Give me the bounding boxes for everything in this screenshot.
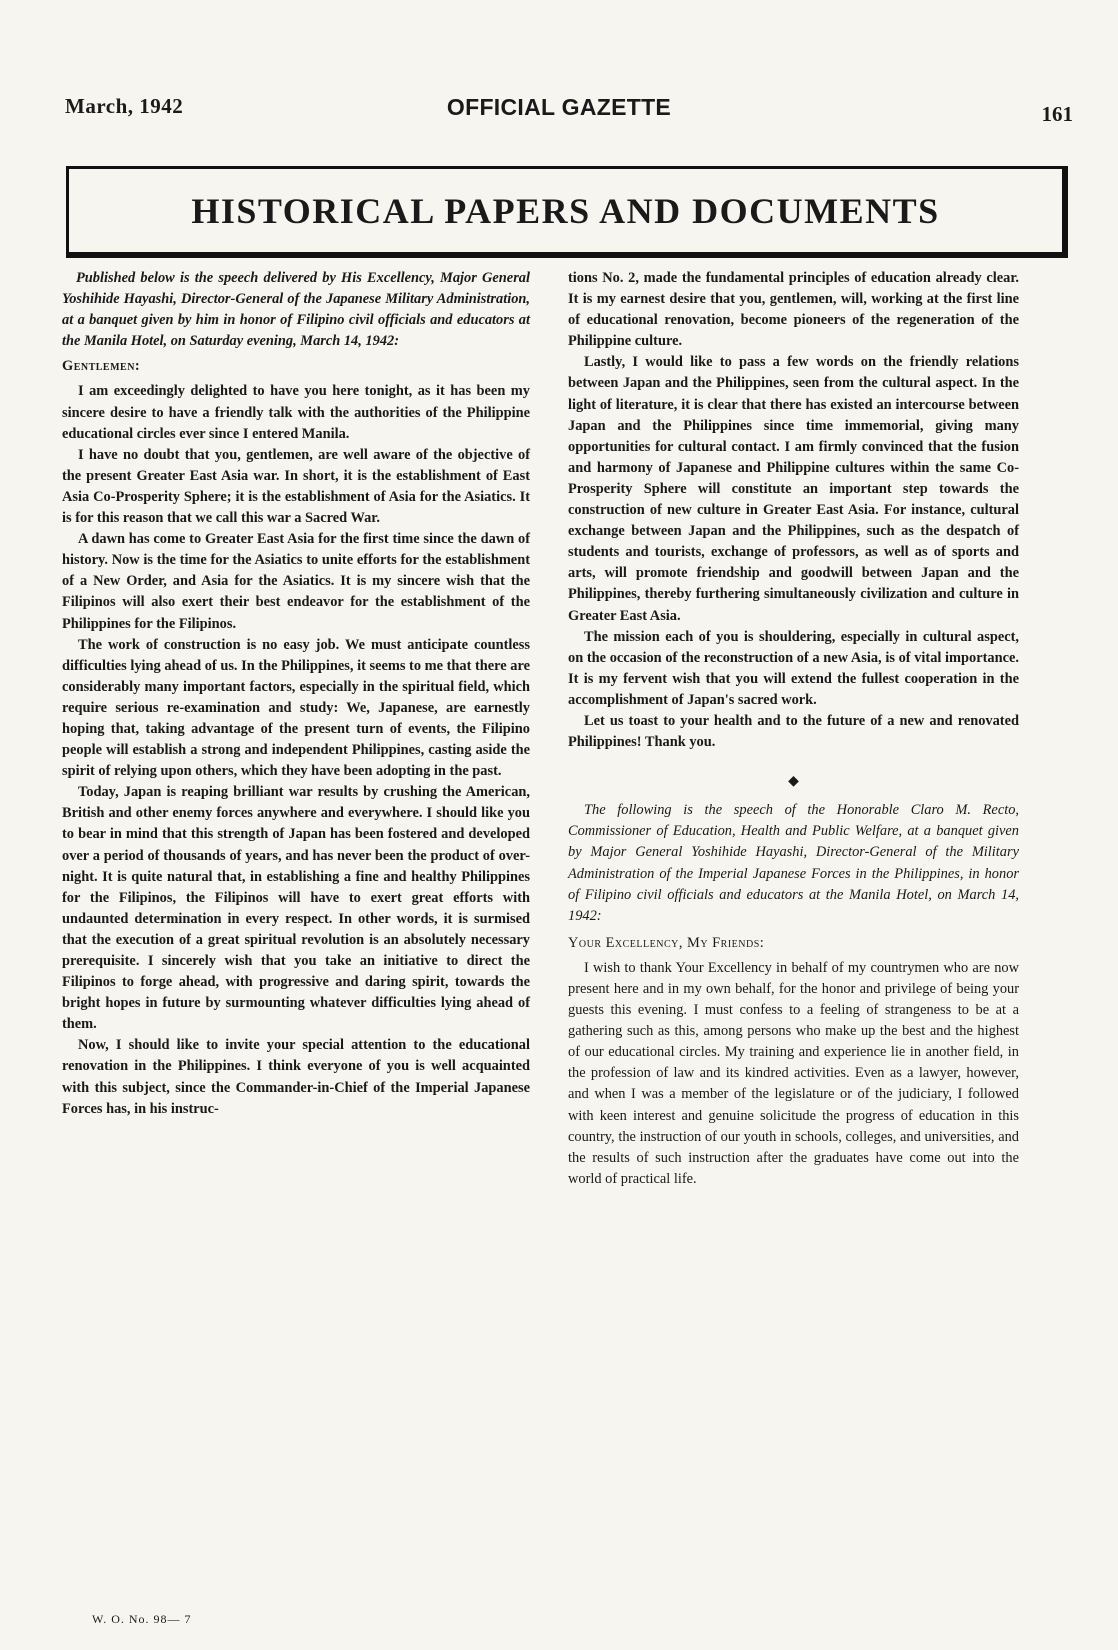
section-title: HISTORICAL PAPERS AND DOCUMENTS xyxy=(191,190,940,231)
second-salutation: Your Excellency, My Friends: xyxy=(568,934,765,951)
section-title-box xyxy=(66,166,1068,258)
paragraph: The mission each of you is shouldering, especially in cultural aspect, on the occasion of the reconstruction of a new Asia, is of vital importance. It is my fervent wish that you will extend the fullest cooperation in the accomplishment of Japan's sacred work. xyxy=(568,628,1019,708)
issue-date: March, 1942 xyxy=(65,94,184,118)
right-column xyxy=(568,268,1019,1190)
footer-reference: W. O. No. 98— 7 xyxy=(92,1612,192,1626)
salutation: Gentlemen: xyxy=(62,358,141,375)
paragraph: Lastly, I would like to pass a few words on the friendly relations between Japan and the Philippines, seen from the cultural aspect. In the light of literature, it is clear that there has existed an intercourse between Japan and the Philippines since time immemorial, giving many opportunities for cultural contact. I am firmly convinced that the fusion and harmony of Japanese and Philippine cultures within the same Co-Prosperity Sphere will constitute an important step towards the construction of new culture in Greater East Asia. For instance, cultural exchange between Japan and the Philippines, such as the despatch of students and tourists, exchange of professors, as well as of sports and arts, will promote friendship and goodwill between Japan and the Philippines, thereby furthering simultaneously civilization and culture in Greater East Asia. xyxy=(568,354,1019,624)
second-speech-intro: The following is the speech of the Honorable Claro M. Recto, Commissioner of Education, Health and Public Welfare, at a banquet given by Major General Yoshihide Hayashi, Director-General of the Military Administration of the Imperial Japanese Forces in the Philippines, in honor of Filipino civil officials and educators at the Manila Hotel, on March 14, 1942: xyxy=(568,802,1019,924)
intro-note: Published below is the speech delivered by His Excellency, Major General Yoshihide Hayashi, Director-General of the Japanese Military Administration, at a banquet given by him in honor of Filipino civil officials and educators at the Manila Hotel, on Saturday evening, March 14, 1942: xyxy=(62,270,530,350)
paragraph: Today, Japan is reaping brilliant war results by crushing the American, British and other enemy forces anywhere and everywhere. I should like you to bear in mind that this strength of Japan has been fostered and developed over a period of thousands of years, and has never been the product of over-night. It is quite natural that, in establishing a fine and healthy Philippines for the Filipinos, the Filipinos will have to exert great efforts with undaunted determination in every respect. In other words, it is surmised that the execution of a great spiritual revolution is an absolutely necessary prerequisite. I sincerely wish that you take an initiative to direct the Filipinos to forge ahead, with progressive and daring spirit, towards the bright hopes in future by surmounting whatever difficulties lying ahead of them. xyxy=(62,784,530,1033)
paragraph: Let us toast to your health and to the future of a new and renovated Philippines! Thank you. xyxy=(568,712,1019,751)
paragraph: I wish to thank Your Excellency in behalf of my countrymen who are now present here and in my own behalf, for the honor and privilege of being your guests this evening. I must confess to a feeling of strangeness to be at a gathering such as this, among persons who make up the best and the highest of our educational circles. My training and experience lie in another field, in the profession of law and its kindred activities. Even as a lawyer, however, and when I was a member of the legislature or of the judiciary, I followed with keen interest and genuine solicitude the progress of education in this country, the instruction of our youth in schools, colleges, and universities, and the results of such instruction after the graduates have come out into the world of practical life. xyxy=(568,959,1019,1187)
paragraph: tions No. 2, made the fundamental principles of education already clear. It is my earnest desire that you, gentlemen, will, working at the first line of educational renovation, become pioneers of the regeneration of the Philippine culture. xyxy=(568,270,1019,350)
left-column xyxy=(62,268,530,1120)
paragraph: A dawn has come to Greater East Asia for the first time since the dawn of history. Now is the time for the Asiatics to unite efforts for the establishment of a New Order, and Asia for the Asiatics. It is my sincere wish that the Filipinos will also exert their best endeavor for the establishment of the Philippines for the Filipinos. xyxy=(62,531,530,632)
publication-name: OFFICIAL GAZETTE xyxy=(446,94,672,120)
paragraph: The work of construction is no easy job. We must anticipate countless difficulties lying ahead of us. In the Philippines, it seems to me that there are considerably many important factors, especially in the spiritual field, which require serious re-examination and study: We, Japanese, are earnestly hoping that, taking advantage of the present turn of events, the Filipino people will establish a strong and independent Philippines, casting aside the spirit of relying upon others, which they have been adopting in the past. xyxy=(62,636,530,780)
paragraph: I am exceedingly delighted to have you here tonight, as it has been my sincere desire to have a friendly talk with the authorities of the Philippine educational circles ever since I entered Manila. xyxy=(62,383,530,442)
paragraph: I have no doubt that you, gentlemen, are well aware of the objective of the present Greater East Asia war. In short, it is the establishment of East Asia Co-Prosperity Sphere; it is the establishment of Asia for the Asiatics. It is for this reason that we call this war a Sacred War. xyxy=(62,446,530,527)
separator-ornament: ◆ xyxy=(788,774,799,790)
paragraph: Now, I should like to invite your special attention to the educational renovation in the Philippines. I think everyone of you is well acquainted with this subject, since the Commander-in-Chief of the Imperial Japanese Forces has, in his instruc- xyxy=(62,1037,530,1117)
page-number: 161 xyxy=(1041,102,1073,126)
